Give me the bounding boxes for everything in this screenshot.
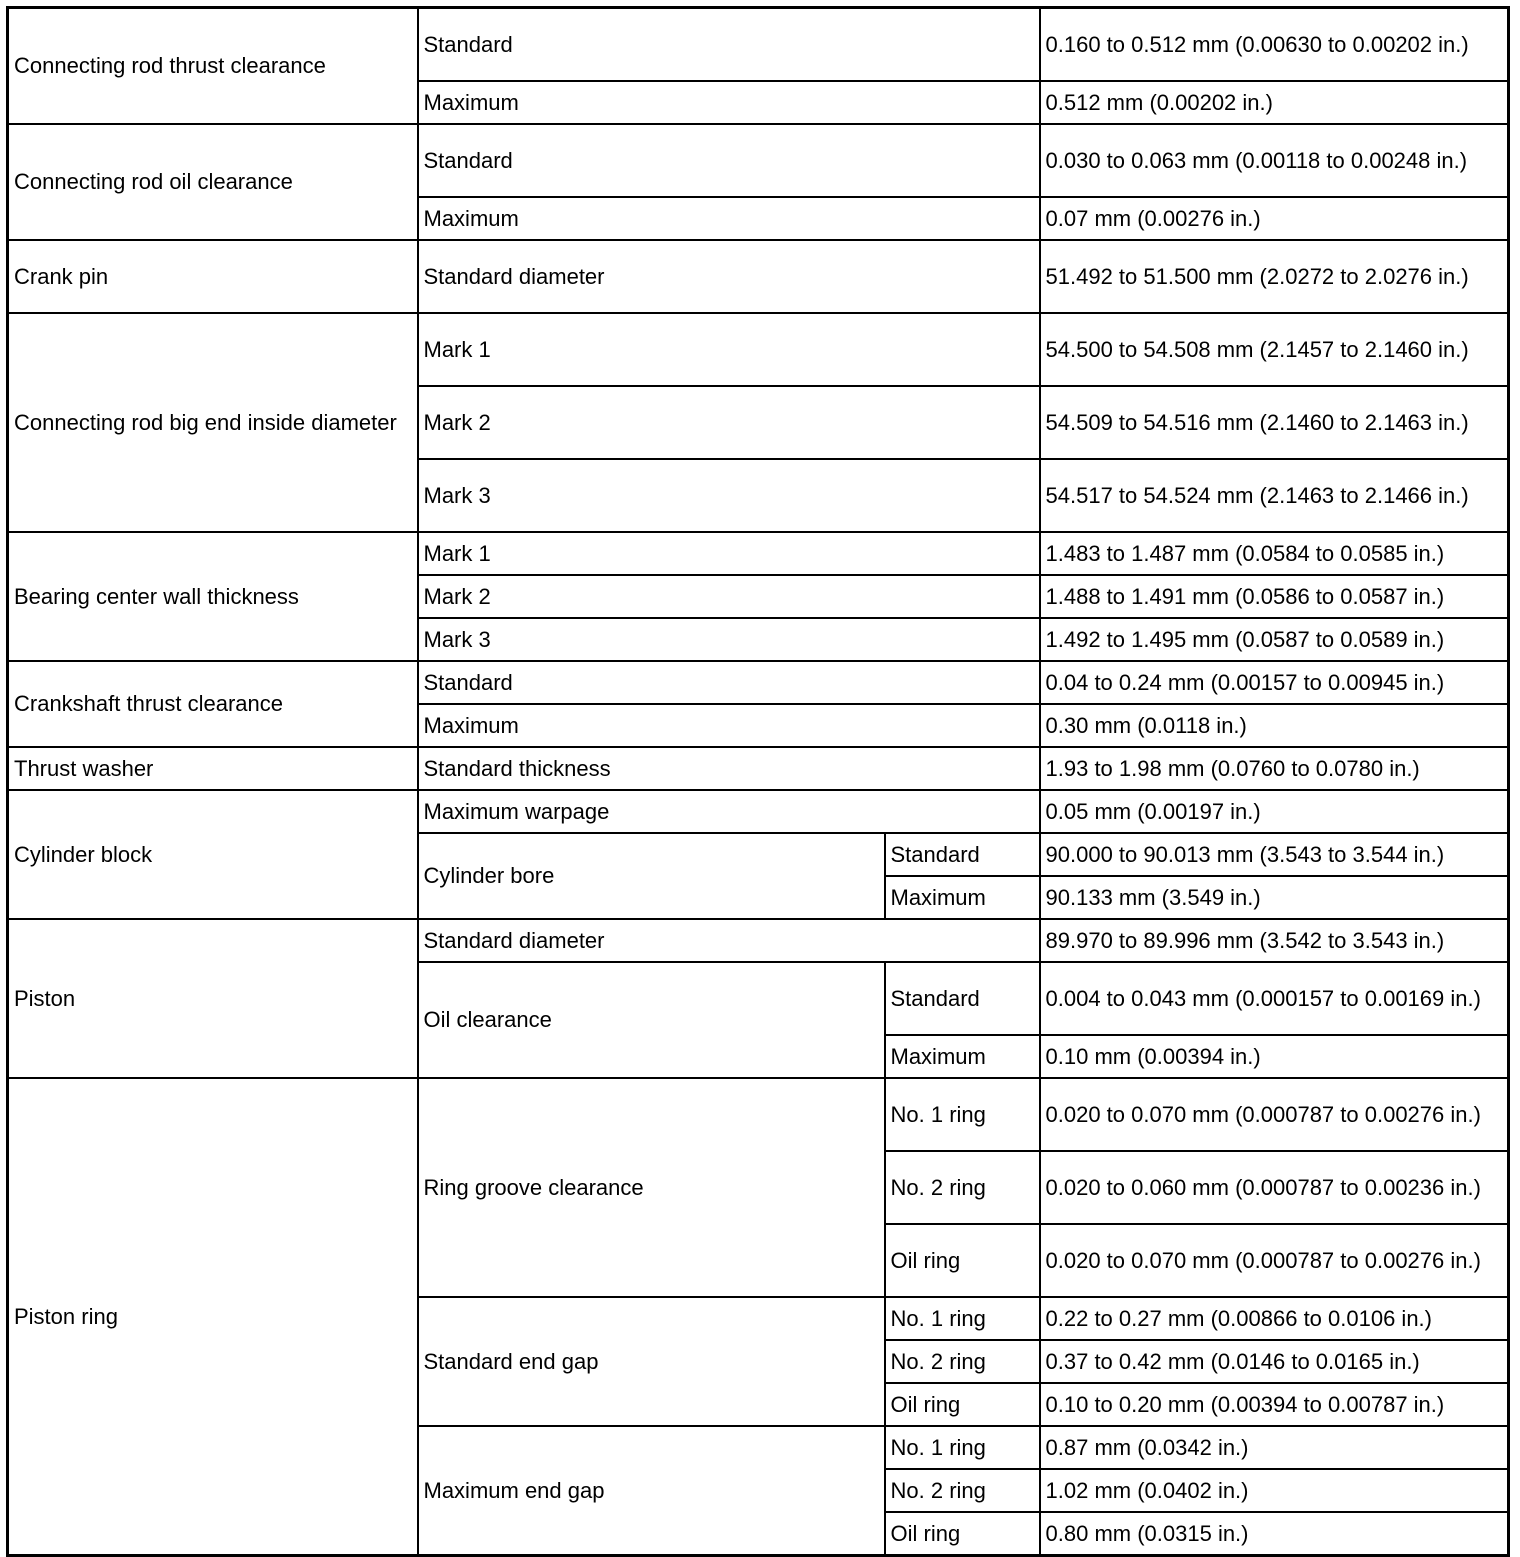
- value-cell: 0.37 to 0.42 mm (0.0146 to 0.0165 in.): [1040, 1340, 1509, 1383]
- condition-cell: Maximum: [418, 197, 1040, 240]
- table-row: [8, 661, 1509, 704]
- item-cell: Piston: [8, 919, 418, 1078]
- value-cell: 54.500 to 54.508 mm (2.1457 to 2.1460 in.): [1040, 313, 1509, 386]
- value-cell: 0.160 to 0.512 mm (0.00630 to 0.00202 in.): [1040, 8, 1509, 82]
- table-row: [8, 532, 1509, 575]
- item-cell: Crank pin: [8, 240, 418, 313]
- value-cell: 0.10 to 0.20 mm (0.00394 to 0.00787 in.): [1040, 1383, 1509, 1426]
- subcondition-cell: Standard: [885, 962, 1040, 1035]
- table-row: [8, 124, 1509, 197]
- value-cell: 0.87 mm (0.0342 in.): [1040, 1426, 1509, 1469]
- item-cell: Connecting rod big end inside diameter: [8, 313, 418, 532]
- item-cell: Piston ring: [8, 1078, 418, 1556]
- condition-cell: Cylinder bore: [418, 833, 885, 919]
- condition-cell: Maximum: [418, 704, 1040, 747]
- value-cell: 0.512 mm (0.00202 in.): [1040, 81, 1509, 124]
- condition-cell: Mark 1: [418, 313, 1040, 386]
- value-cell: 0.020 to 0.070 mm (0.000787 to 0.00276 in.): [1040, 1078, 1509, 1151]
- table-row: [8, 240, 1509, 313]
- item-cell: Crankshaft thrust clearance: [8, 661, 418, 747]
- subcondition-cell: Oil ring: [885, 1383, 1040, 1426]
- value-cell: 0.030 to 0.063 mm (0.00118 to 0.00248 in.): [1040, 124, 1509, 197]
- condition-cell: Standard diameter: [418, 919, 1040, 962]
- table-row: [8, 790, 1509, 833]
- condition-cell: Standard: [418, 8, 1040, 82]
- table-row: [8, 313, 1509, 386]
- condition-cell: Mark 2: [418, 575, 1040, 618]
- condition-cell: Maximum warpage: [418, 790, 1040, 833]
- value-cell: 1.492 to 1.495 mm (0.0587 to 0.0589 in.): [1040, 618, 1509, 661]
- subcondition-cell: No. 2 ring: [885, 1151, 1040, 1224]
- item-cell: Bearing center wall thickness: [8, 532, 418, 661]
- item-cell: Connecting rod thrust clearance: [8, 8, 418, 125]
- value-cell: 54.509 to 54.516 mm (2.1460 to 2.1463 in.): [1040, 386, 1509, 459]
- item-cell: Connecting rod oil clearance: [8, 124, 418, 240]
- condition-cell: Standard: [418, 661, 1040, 704]
- condition-cell: Oil clearance: [418, 962, 885, 1078]
- table-row: [8, 1078, 1509, 1151]
- subcondition-cell: No. 1 ring: [885, 1078, 1040, 1151]
- value-cell: 1.93 to 1.98 mm (0.0760 to 0.0780 in.): [1040, 747, 1509, 790]
- condition-cell: Mark 1: [418, 532, 1040, 575]
- value-cell: 51.492 to 51.500 mm (2.0272 to 2.0276 in.): [1040, 240, 1509, 313]
- subcondition-cell: Maximum: [885, 876, 1040, 919]
- value-cell: 0.020 to 0.070 mm (0.000787 to 0.00276 in.): [1040, 1224, 1509, 1297]
- value-cell: 54.517 to 54.524 mm (2.1463 to 2.1466 in.): [1040, 459, 1509, 532]
- subcondition-cell: No. 2 ring: [885, 1469, 1040, 1512]
- value-cell: 0.10 mm (0.00394 in.): [1040, 1035, 1509, 1078]
- condition-cell: Standard end gap: [418, 1297, 885, 1426]
- subcondition-cell: Maximum: [885, 1035, 1040, 1078]
- table-row: [8, 8, 1509, 82]
- value-cell: 0.020 to 0.060 mm (0.000787 to 0.00236 in.): [1040, 1151, 1509, 1224]
- value-cell: 90.000 to 90.013 mm (3.543 to 3.544 in.): [1040, 833, 1509, 876]
- condition-cell: Standard diameter: [418, 240, 1040, 313]
- specification-table: [6, 6, 1510, 1557]
- condition-cell: Mark 3: [418, 459, 1040, 532]
- value-cell: 1.483 to 1.487 mm (0.0584 to 0.0585 in.): [1040, 532, 1509, 575]
- table-row: [8, 919, 1509, 962]
- value-cell: 0.07 mm (0.00276 in.): [1040, 197, 1509, 240]
- table-row: [8, 747, 1509, 790]
- item-cell: Thrust washer: [8, 747, 418, 790]
- condition-cell: Mark 2: [418, 386, 1040, 459]
- value-cell: 0.004 to 0.043 mm (0.000157 to 0.00169 in.): [1040, 962, 1509, 1035]
- condition-cell: Maximum end gap: [418, 1426, 885, 1556]
- value-cell: 0.05 mm (0.00197 in.): [1040, 790, 1509, 833]
- value-cell: 89.970 to 89.996 mm (3.542 to 3.543 in.): [1040, 919, 1509, 962]
- subcondition-cell: No. 1 ring: [885, 1426, 1040, 1469]
- condition-cell: Mark 3: [418, 618, 1040, 661]
- condition-cell: Ring groove clearance: [418, 1078, 885, 1297]
- value-cell: 90.133 mm (3.549 in.): [1040, 876, 1509, 919]
- subcondition-cell: No. 1 ring: [885, 1297, 1040, 1340]
- subcondition-cell: Standard: [885, 833, 1040, 876]
- value-cell: 1.02 mm (0.0402 in.): [1040, 1469, 1509, 1512]
- value-cell: 1.488 to 1.491 mm (0.0586 to 0.0587 in.): [1040, 575, 1509, 618]
- subcondition-cell: Oil ring: [885, 1224, 1040, 1297]
- item-cell: Cylinder block: [8, 790, 418, 919]
- condition-cell: Standard: [418, 124, 1040, 197]
- value-cell: 0.04 to 0.24 mm (0.00157 to 0.00945 in.): [1040, 661, 1509, 704]
- subcondition-cell: No. 2 ring: [885, 1340, 1040, 1383]
- value-cell: 0.22 to 0.27 mm (0.00866 to 0.0106 in.): [1040, 1297, 1509, 1340]
- subcondition-cell: Oil ring: [885, 1512, 1040, 1556]
- condition-cell: Standard thickness: [418, 747, 1040, 790]
- condition-cell: Maximum: [418, 81, 1040, 124]
- value-cell: 0.80 mm (0.0315 in.): [1040, 1512, 1509, 1556]
- value-cell: 0.30 mm (0.0118 in.): [1040, 704, 1509, 747]
